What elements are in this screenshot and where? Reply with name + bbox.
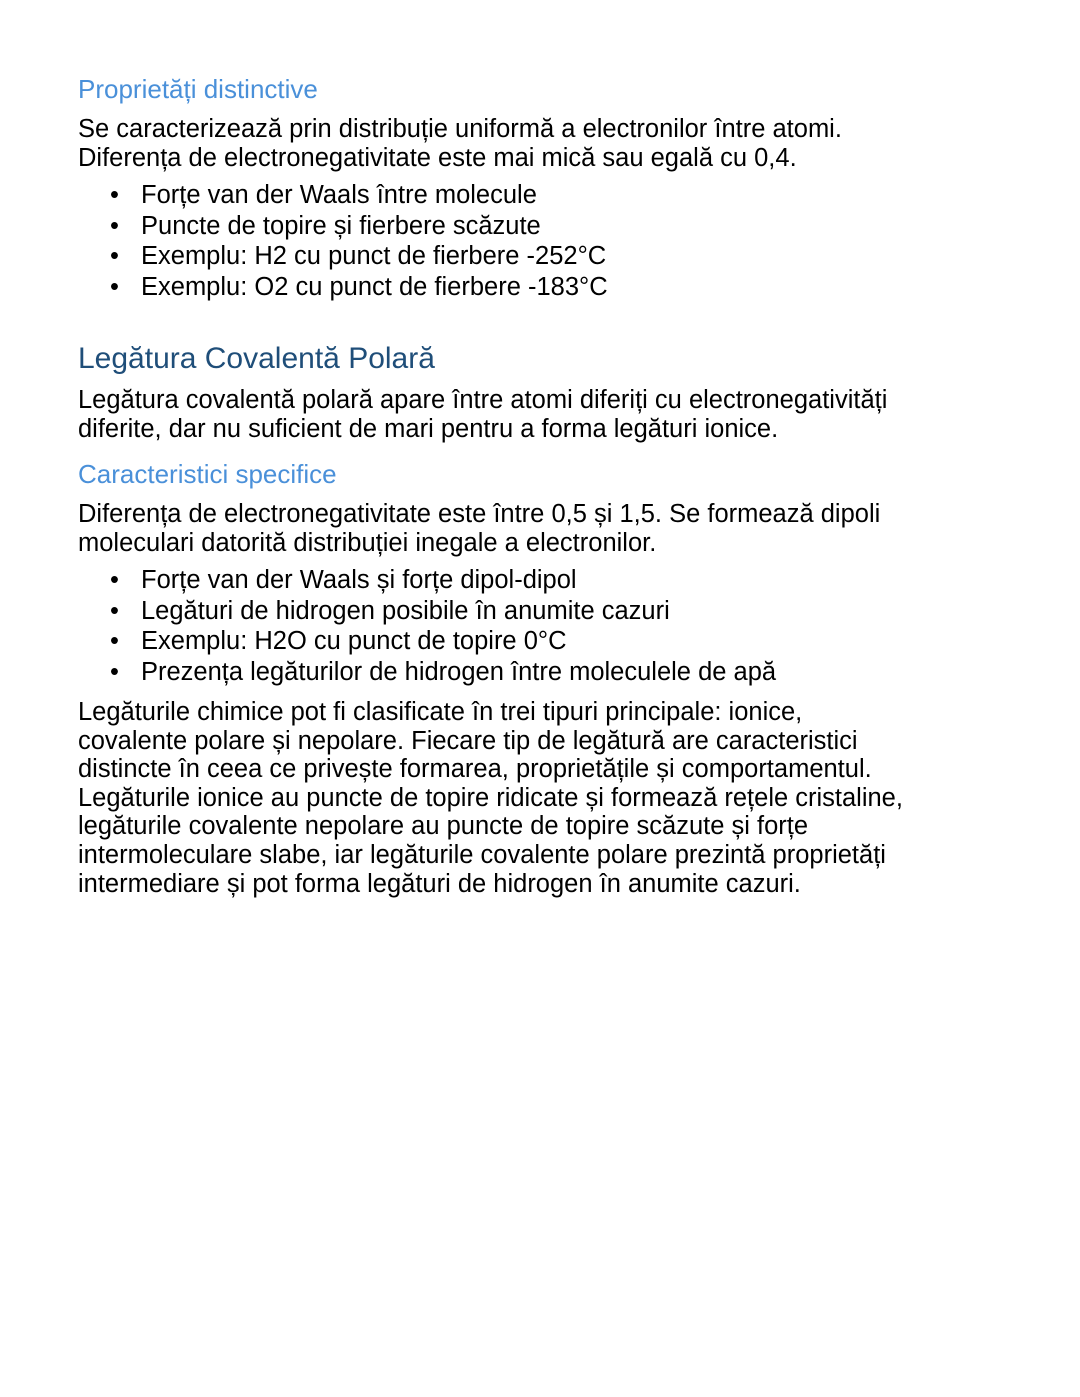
bullet-icon: • bbox=[110, 566, 119, 594]
bullet-icon: • bbox=[110, 657, 119, 686]
heading-legatura-covalenta-polara: Legătura Covalentă Polară bbox=[78, 342, 435, 375]
list-item-text: Forțe van der Waals și forțe dipol-dipol bbox=[141, 566, 577, 594]
list-item-text: Puncte de topire și fierbere scăzute bbox=[141, 211, 541, 240]
bullet-icon: • bbox=[110, 627, 119, 655]
paragraph-line: intermediare și pot forma legături de hidrogen în anumite cazuri. bbox=[78, 869, 801, 898]
paragraph-line: Legăturile ionice au puncte de topire ridicate și formează rețele cristaline, bbox=[78, 783, 903, 812]
paragraph-summary bbox=[78, 698, 1008, 898]
paragraph-proprietati bbox=[78, 115, 1008, 172]
subheading-caracteristici-specifice: Caracteristici specifice bbox=[78, 459, 337, 489]
list-item-text: Prezența legăturilor de hidrogen între moleculele de apă bbox=[141, 657, 777, 686]
list-item bbox=[78, 596, 776, 627]
paragraph-line: legăturile covalente nepolare au puncte de topire scăzute și forțe bbox=[78, 812, 809, 841]
paragraph-line: intermoleculare slabe, iar legăturile covalente polare prezintă proprietăți bbox=[78, 840, 886, 869]
list-item bbox=[78, 272, 608, 303]
bullet-icon: • bbox=[110, 272, 119, 301]
list-item-text: Forțe van der Waals între molecule bbox=[141, 181, 537, 209]
list-item bbox=[78, 241, 608, 272]
list-item bbox=[78, 657, 776, 688]
list-item-text: Exemplu: O2 cu punct de fierbere -183°C bbox=[141, 272, 608, 301]
paragraph-intro-polara bbox=[78, 386, 1008, 443]
paragraph-line: Legătura covalentă polară apare între atomi diferiți cu electronegativități bbox=[78, 386, 888, 414]
bullet-list-caracteristici bbox=[78, 565, 776, 687]
bullet-icon: • bbox=[110, 181, 119, 209]
paragraph-line: Se caracterizează prin distribuție uniformă a electronilor între atomi. bbox=[78, 115, 842, 143]
list-item-text: Legături de hidrogen posibile în anumite cazuri bbox=[141, 596, 670, 625]
bullet-icon: • bbox=[110, 211, 119, 240]
bullet-list-proprietati bbox=[78, 180, 608, 302]
list-item bbox=[78, 626, 776, 657]
paragraph-line: moleculari datorită distribuției inegale a electronilor. bbox=[78, 528, 657, 557]
paragraph-line: Diferența de electronegativitate este mai mică sau egală cu 0,4. bbox=[78, 143, 797, 172]
paragraph-line: distincte în ceea ce privește formarea, proprietățile și comportamentul. bbox=[78, 755, 872, 784]
list-item bbox=[78, 211, 608, 242]
paragraph-line: covalente polare și nepolare. Fiecare tip de legătură are caracteristici bbox=[78, 726, 858, 755]
bullet-icon: • bbox=[110, 596, 119, 625]
list-item bbox=[78, 180, 608, 211]
paragraph-line: diferite, dar nu suficient de mari pentru a forma legături ionice. bbox=[78, 414, 779, 443]
subheading-proprietati-distinctive: Proprietăți distinctive bbox=[78, 74, 318, 104]
bullet-icon: • bbox=[110, 242, 119, 270]
list-item-text: Exemplu: H2O cu punct de topire 0°C bbox=[141, 627, 567, 655]
paragraph-line: Diferența de electronegativitate este între 0,5 și 1,5. Se formează dipoli bbox=[78, 500, 881, 528]
list-item-text: Exemplu: H2 cu punct de fierbere -252°C bbox=[141, 242, 607, 270]
paragraph-line: Legăturile chimice pot fi clasificate în trei tipuri principale: ionice, bbox=[78, 698, 803, 726]
paragraph-caracteristici bbox=[78, 500, 1008, 557]
list-item bbox=[78, 565, 776, 596]
